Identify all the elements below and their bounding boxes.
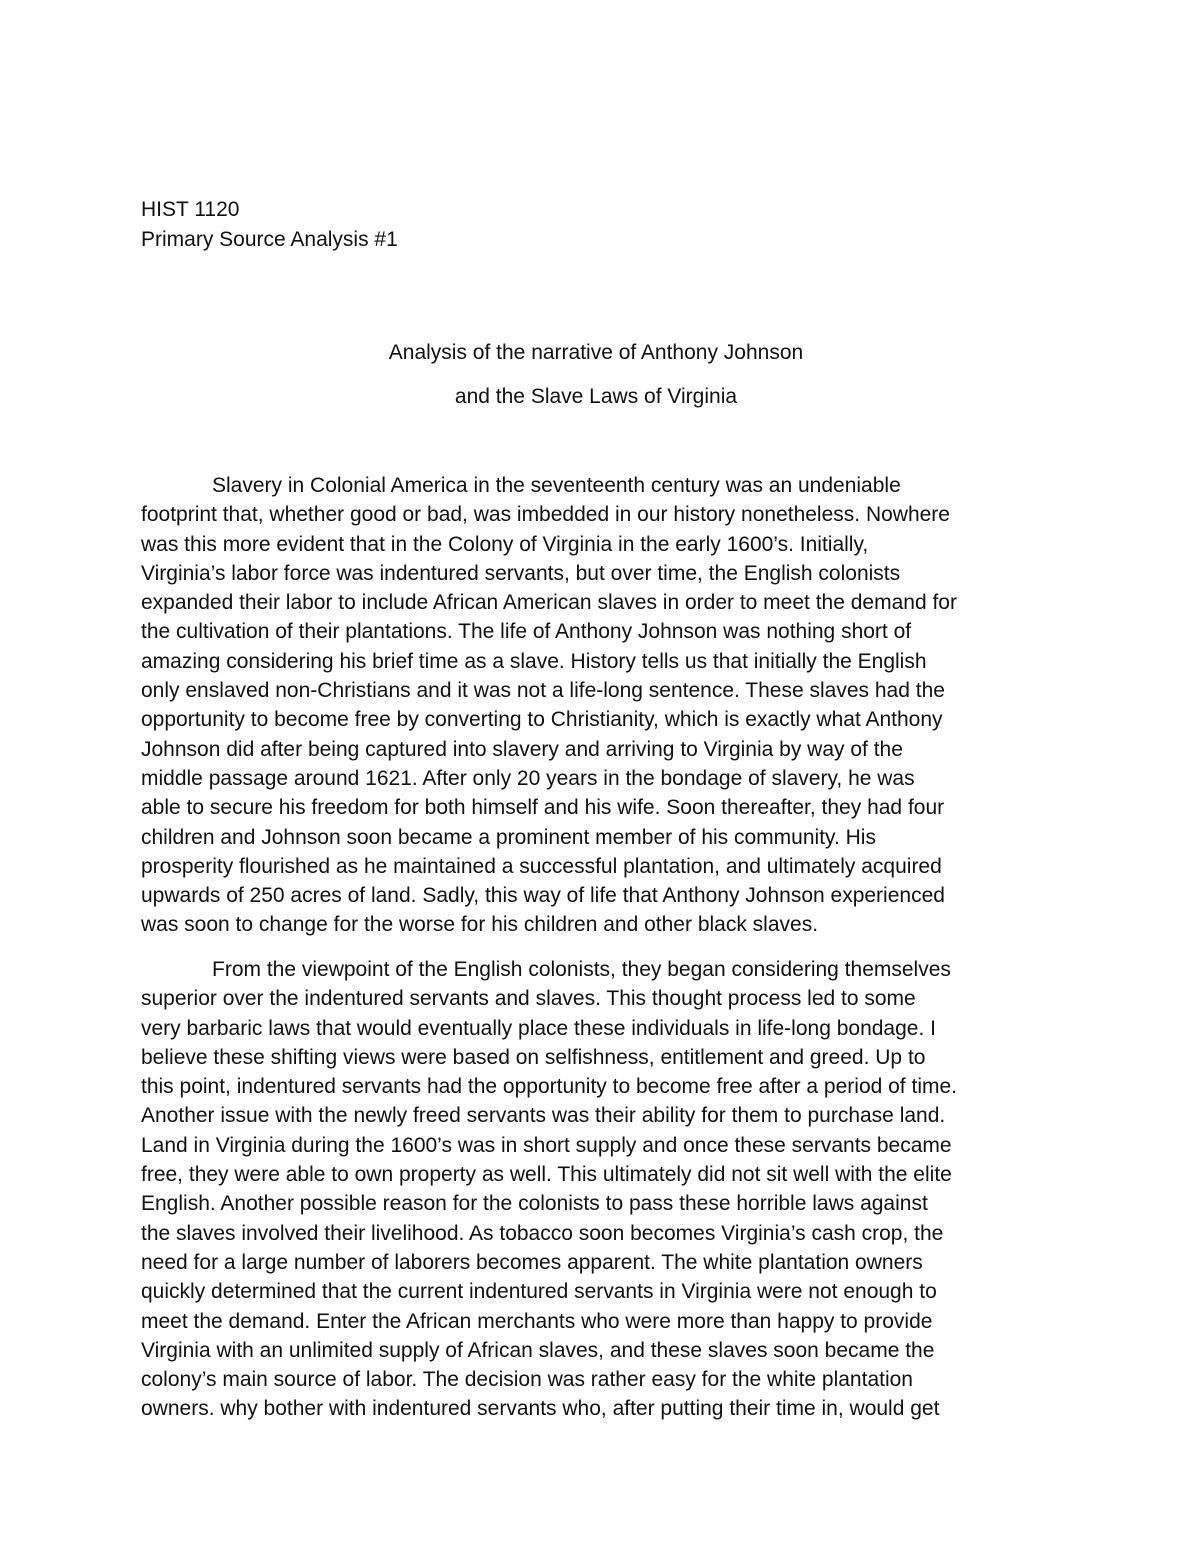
paragraph-line: meet the demand. Enter the African merchants who were more than happy to provide	[141, 1309, 933, 1333]
paragraph-line: amazing considering his brief time as a slave. History tells us that initially the English	[141, 649, 927, 673]
document-header	[141, 195, 398, 255]
essay-title-line-1: Analysis of the narrative of Anthony Johnson	[388, 341, 804, 364]
essay-title-line-2: and the Slave Laws of Virginia	[454, 385, 738, 408]
paragraph-line: the cultivation of their plantations. The life of Anthony Johnson was nothing short of	[141, 620, 912, 644]
paragraph-line: prosperity flourished as he maintained a successful plantation, and ultimately acquired	[141, 854, 942, 878]
paragraph-line: Another issue with the newly freed servants was their ability for them to purchase land.	[141, 1104, 946, 1128]
paragraph-line: Virginia with an unlimited supply of African slaves, and these slaves soon became the	[141, 1338, 935, 1362]
paragraph-line: was this more evident that in the Colony of Virginia in the early 1600’s. Initially,	[141, 532, 869, 556]
paragraph-line: only enslaved non-Christians and it was not a life-long sentence. These slaves had the	[141, 679, 945, 703]
paragraph-line: footprint that, whether good or bad, was imbedded in our history nonetheless. Nowhere	[141, 503, 950, 527]
paragraph-line: upwards of 250 acres of land. Sadly, this way of life that Anthony Johnson experienced	[141, 884, 945, 908]
assignment-title: Primary Source Analysis #1	[141, 228, 398, 251]
paragraph-line: English. Another possible reason for the colonists to pass these horrible laws against	[141, 1192, 928, 1216]
paragraph-1	[141, 471, 1081, 940]
paragraph-line: Virginia’s labor force was indentured servants, but over time, the English colonists	[141, 561, 901, 585]
paragraph-line: need for a large number of laborers becomes apparent. The white plantation owners	[141, 1250, 923, 1274]
paragraph-line: Land in Virginia during the 1600’s was in short supply and once these servants became	[141, 1133, 952, 1157]
paragraph-line: middle passage around 1621. After only 20 years in the bondage of slavery, he was	[141, 766, 915, 790]
paragraph-line: children and Johnson soon became a prominent member of his community. His	[141, 825, 876, 849]
paragraph-line: very barbaric laws that would eventually place these individuals in life-long bondage. I	[141, 1016, 936, 1040]
paragraph-line: free, they were able to own property as well. This ultimately did not sit well with the elite	[141, 1163, 952, 1187]
paragraph-line: the slaves involved their livelihood. As tobacco soon becomes Virginia’s cash crop, the	[141, 1221, 944, 1245]
paragraph-line: was soon to change for the worse for his children and other black slaves.	[141, 913, 819, 937]
paragraph-line: Slavery in Colonial America in the seventeenth century was an undeniable	[212, 474, 901, 497]
paragraph-line: able to secure his freedom for both himself and his wife. Soon thereafter, they had four	[141, 796, 945, 820]
paragraph-line: From the viewpoint of the English colonists, they began considering themselves	[212, 958, 951, 981]
paragraph-line: superior over the indentured servants and slaves. This thought process led to some	[141, 987, 916, 1011]
paragraph-line: this point, indentured servants had the opportunity to become free after a period of time.	[141, 1075, 957, 1099]
paragraph-line: Johnson did after being captured into slavery and arriving to Virginia by way of the	[141, 737, 903, 761]
paragraph-2	[141, 955, 1081, 1424]
paragraph-line: quickly determined that the current indentured servants in Virginia were not enough to	[141, 1280, 937, 1304]
paragraph-line: colony’s main source of labor. The decision was rather easy for the white plantation	[141, 1368, 913, 1392]
paragraph-line: owners. why bother with indentured servants who, after putting their time in, would get	[141, 1397, 940, 1421]
paragraph-line: believe these shifting views were based on selfishness, entitlement and greed. Up to	[141, 1045, 926, 1069]
paragraph-line: opportunity to become free by converting to Christianity, which is exactly what Anthony	[141, 708, 943, 732]
paragraph-line: expanded their labor to include African American slaves in order to meet the demand for	[141, 591, 957, 615]
course-code: HIST 1120	[141, 198, 240, 221]
